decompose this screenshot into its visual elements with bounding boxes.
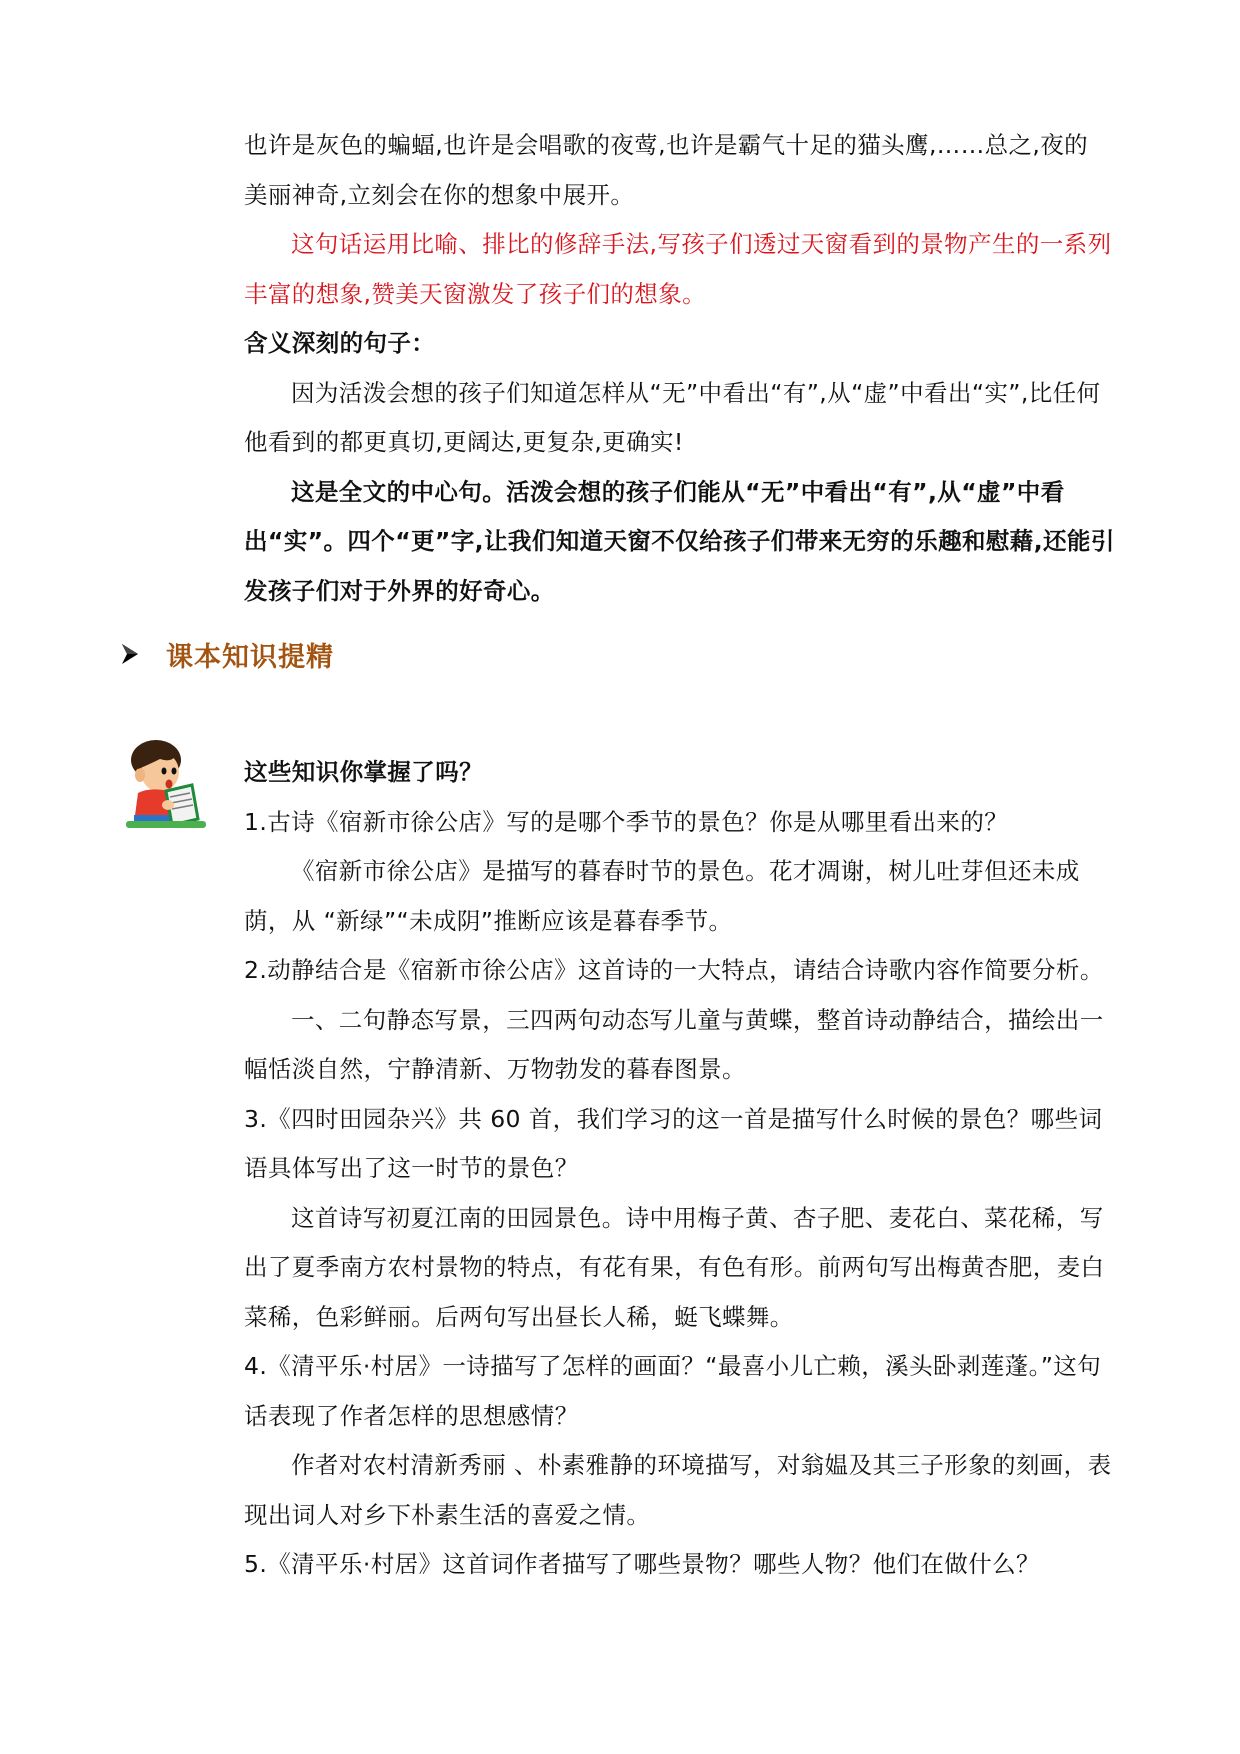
answer-4: 作者对农村清新秀丽 、朴素雅静的环境描写，对翁媪及其三子形象的刻画，表现出词人对乡下朴素生活的喜爱之情。 (244, 1451, 1112, 1529)
question-5: 5.《清平乐·村居》这首词作者描写了哪些景物？哪些人物？他们在做什么？ (244, 1550, 1040, 1578)
knowledge-subheading: 这些知识你掌握了吗？ (244, 758, 483, 786)
question-1: 1.古诗《宿新市徐公店》写的是哪个季节的景色？你是从哪里看出来的？ (244, 807, 1009, 836)
paragraph-line: 美丽神奇,立刻会在你的想象中展开。 (244, 180, 635, 209)
answer-3: 这首诗写初夏江南的田园景色。诗中用梅子黄、杏子肥、麦花白、菜花稀，写出了夏季南方农村景物的特点，有花有果，有色有形。前两句写出梅黄杏肥，麦白菜稀，色彩鲜丽。后两句写出昼长人稀，蜓飞蝶舞。 (244, 1203, 1105, 1331)
question-3: 3.《四时田园杂兴》共 60 首，我们学习的这一首是描写什么时候的景色？哪些词语具体写出了这一时节的景色？ (244, 1104, 1103, 1182)
analysis-paragraph: 这句话运用比喻、排比的修辞手法,写孩子们透过天窗看到的景物产生的一系列丰富的想象,赞美天窗激发了孩子们的想象。 (244, 230, 1112, 308)
quote-paragraph: 因为活泼会想的孩子们知道怎样从“无”中看出“有”,从“虚”中看出“实”,比任何他看到的都更真切,更阔达,更复杂,更确实! (244, 378, 1101, 456)
question-4: 4.《清平乐·村居》一诗描写了怎样的画面？“最喜小儿亡赖，溪头卧剥莲蓬。”这句话表现了作者怎样的思想感情？ (244, 1352, 1102, 1430)
central-sentence-analysis: 这是全文的中心句。活泼会想的孩子们能从“无”中看出“有”,从“虚”中看出“实”。四个“更”字,让我们知道天窗不仅给孩子们带来无穷的乐趣和慰藉,还能引发孩子们对于外界的好奇心。 (244, 477, 1115, 605)
section-top (244, 121, 1124, 616)
question-2: 2.动静结合是《宿新市徐公店》这首诗的一大特点，请结合诗歌内容作简要分析。 (244, 956, 1104, 984)
section-header (120, 634, 334, 674)
section-knowledge (244, 748, 1124, 1590)
answer-2: 一、二句静态写景，三四两句动态写儿童与黄蝶，整首诗动静结合，描绘出一幅恬淡自然，宁静清新、万物勃发的暮春图景。 (244, 1005, 1104, 1083)
paragraph-line: 也许是灰色的蝙蝠,也许是会唱歌的夜莺,也许是霸气十足的猫头鹰,……总之,夜的 (244, 131, 1089, 159)
answer-1: 《宿新市徐公店》是描写的暮春时节的景色。花才凋谢，树儿吐芽但还未成荫，从 “新绿”“未成阴”推断应该是暮春季节。 (244, 857, 1080, 935)
section-title: 课本知识提精 (166, 641, 334, 673)
boy-reading-icon (120, 735, 210, 830)
deep-meaning-heading: 含义深刻的句子： (244, 329, 436, 357)
arrow-right-icon (120, 643, 140, 665)
